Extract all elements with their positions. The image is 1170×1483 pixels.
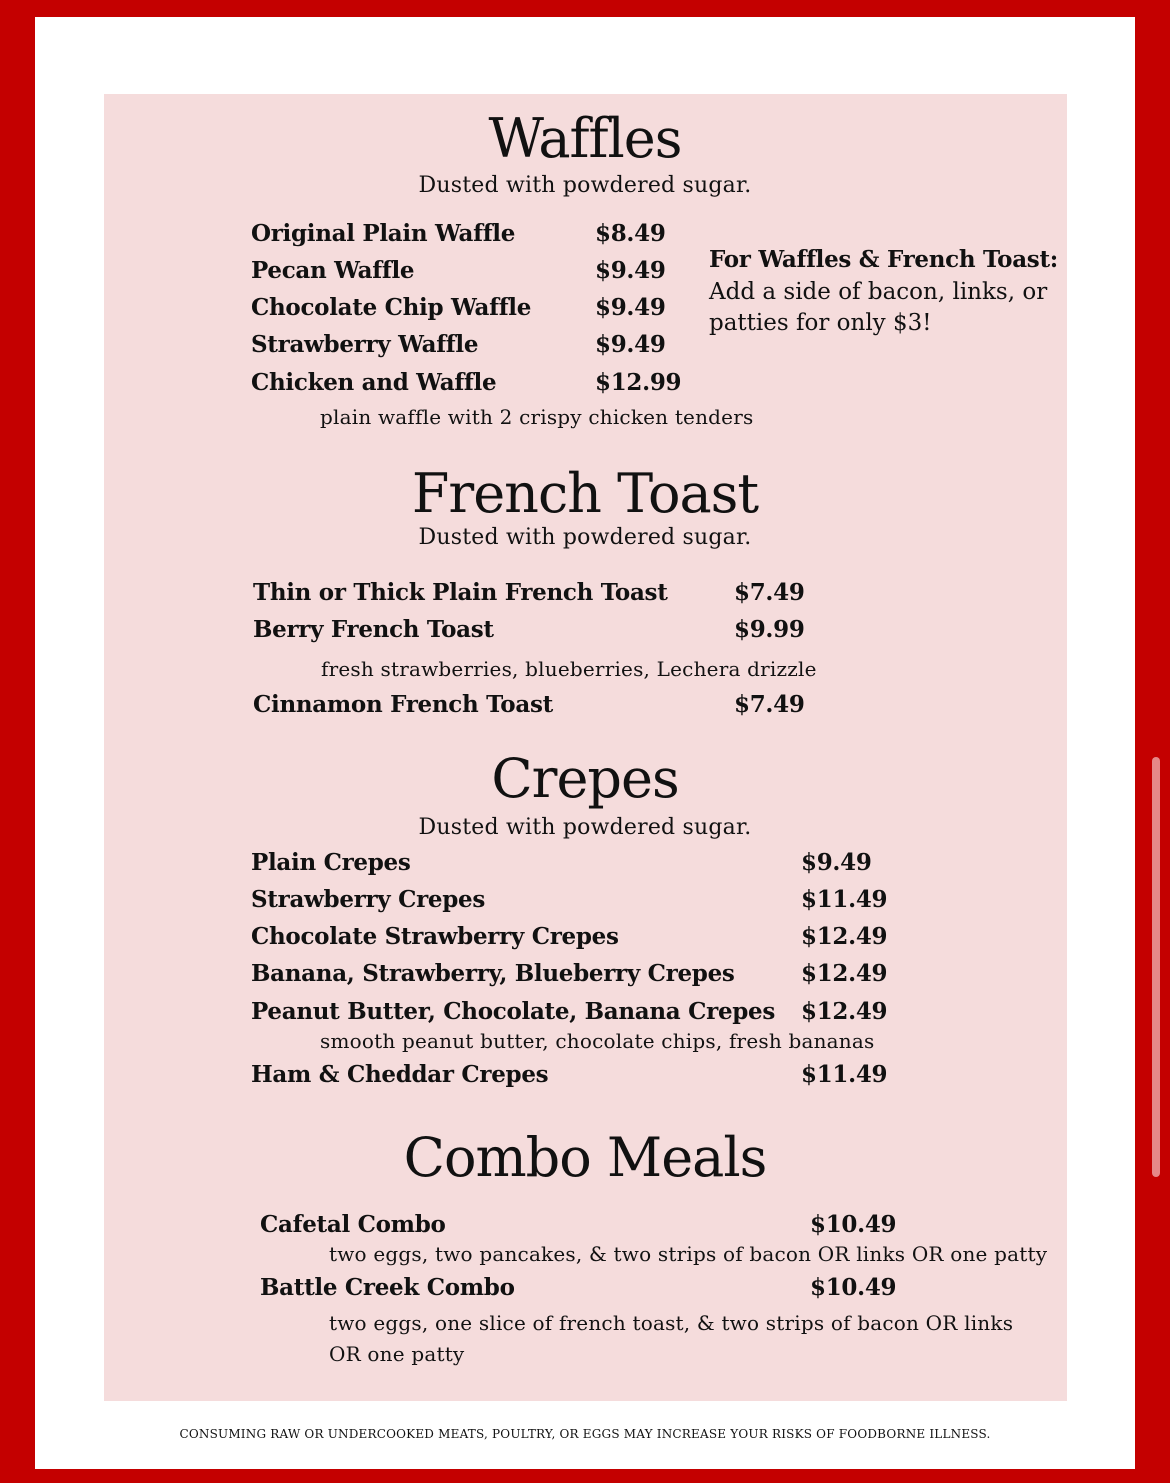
menu-item-name: Strawberry Waffle [251, 331, 479, 358]
menu-item-description: smooth peanut butter, chocolate chips, fresh bananas [320, 1029, 875, 1053]
menu-item-price: $9.49 [801, 849, 872, 876]
menu-item-name: Banana, Strawberry, Blueberry Crepes [251, 960, 735, 987]
section-title-waffles: Waffles [488, 107, 682, 170]
menu-item-price: $9.49 [595, 331, 666, 358]
menu-item-name: Peanut Butter, Chocolate, Banana Crepes [251, 998, 776, 1025]
menu-item-price: $12.99 [595, 369, 682, 396]
menu-item-description: OR one patty [329, 1342, 465, 1366]
menu-item-price: $8.49 [595, 220, 666, 247]
menu-item-price: $9.99 [734, 616, 805, 643]
menu-item-price: $12.49 [801, 960, 888, 987]
section-title-crepes: Crepes [491, 747, 679, 810]
menu-item-name: Berry French Toast [253, 616, 494, 643]
side-note-title: For Waffles & French Toast: [709, 246, 1058, 273]
menu-item-name: Cinnamon French Toast [253, 691, 553, 718]
section-title-french-toast: French Toast [411, 462, 759, 525]
menu-item-description: two eggs, two pancakes, & two strips of bacon OR links OR one patty [329, 1242, 1048, 1266]
menu-item-price: $11.49 [801, 886, 888, 913]
section-subtitle-waffles: Dusted with powdered sugar. [418, 173, 752, 198]
section-title-combos: Combo Meals [403, 1126, 767, 1189]
menu-item-name: Chocolate Strawberry Crepes [251, 923, 619, 950]
menu-item-name: Thin or Thick Plain French Toast [253, 579, 668, 606]
menu-item-name: Strawberry Crepes [251, 886, 485, 913]
side-note-body: Add a side of bacon, links, or patties for only $3! [709, 279, 1048, 336]
menu-item-description: two eggs, one slice of french toast, & two strips of bacon OR links [329, 1311, 1014, 1335]
menu-item-name: Pecan Waffle [251, 257, 415, 284]
menu-item-price: $9.49 [595, 294, 666, 321]
menu-item-name: Cafetal Combo [260, 1211, 446, 1238]
menu-item-price: $12.49 [801, 923, 888, 950]
menu-item-price: $9.49 [595, 257, 666, 284]
section-subtitle-crepes: Dusted with powdered sugar. [418, 815, 752, 840]
menu-item-name: Chocolate Chip Waffle [251, 294, 532, 321]
menu-item-name: Original Plain Waffle [251, 220, 516, 247]
menu-item-price: $12.49 [801, 998, 888, 1025]
menu-item-price: $11.49 [801, 1061, 888, 1088]
menu-item-price: $7.49 [734, 691, 805, 718]
food-safety-disclaimer: CONSUMING RAW OR UNDERCOOKED MEATS, POULTRY, OR EGGS MAY INCREASE YOUR RISKS OF FOODBORNE ILLNESS. [179, 1427, 991, 1441]
menu-item-name: Plain Crepes [251, 849, 411, 876]
menu-item-description: fresh strawberries, blueberries, Lechera drizzle [321, 657, 817, 681]
menu-item-name: Battle Creek Combo [260, 1274, 515, 1301]
menu-item-price: $7.49 [734, 579, 805, 606]
section-subtitle-french-toast: Dusted with powdered sugar. [418, 525, 752, 550]
menu-item-name: Ham & Cheddar Crepes [251, 1061, 549, 1088]
menu-item-description: plain waffle with 2 crispy chicken tenders [320, 405, 754, 429]
menu-item-name: Chicken and Waffle [251, 369, 497, 396]
menu-item-price: $10.49 [810, 1211, 897, 1238]
menu-item-price: $10.49 [810, 1274, 897, 1301]
